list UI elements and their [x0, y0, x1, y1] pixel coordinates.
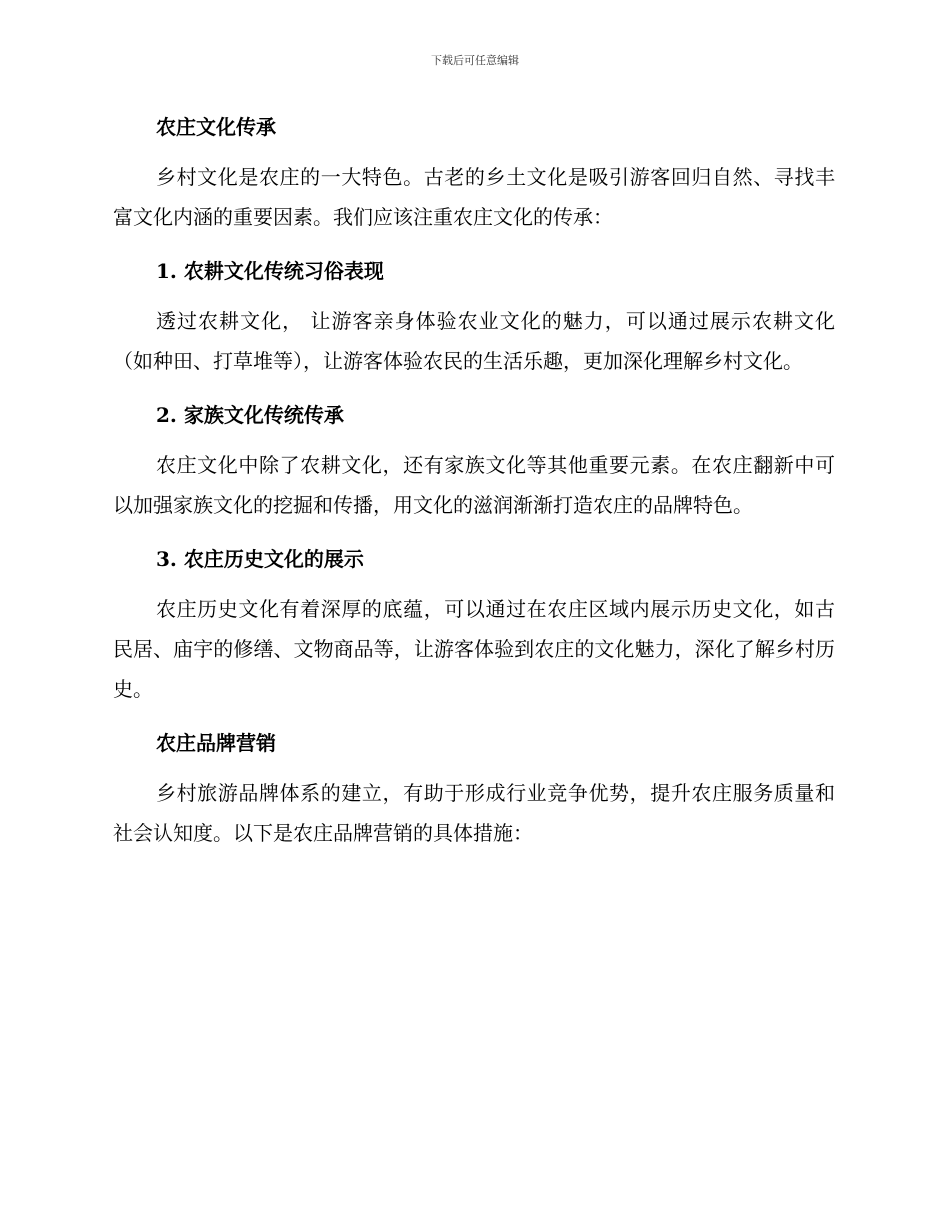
- page-header-note: 下载后可任意编辑: [431, 54, 519, 67]
- item-title-history: 3. 农庄历史文化的展示: [156, 547, 364, 571]
- item-title-farming: 1. 农耕文化传统习俗表现: [156, 259, 384, 283]
- paragraph-farming: 透过农耕文化， 让游客亲身体验农业文化的魅力，可以通过展示农耕文化（如种田、打草堆等），让游客体验农民的生活乐趣，更加深化理解乡村文化。: [113, 309, 835, 373]
- section-title-culture: 农庄文化传承: [156, 115, 276, 139]
- paragraph-family: 农庄文化中除了农耕文化，还有家族文化等其他重要元素。在农庄翻新中可以加强家族文化的挖掘和传播，用文化的滋润渐渐打造农庄的品牌特色。: [113, 453, 835, 517]
- document-body: [113, 112, 835, 853]
- paragraph-history: 农庄历史文化有着深厚的底蕴，可以通过在农庄区域内展示历史文化，如古民居、庙宇的修缮、文物商品等，让游客体验到农庄的文化魅力，深化了解乡村历史。: [113, 597, 835, 701]
- item-title-family: 2. 家族文化传统传承: [156, 403, 344, 427]
- paragraph-brand-intro: 乡村旅游品牌体系的建立，有助于形成行业竞争优势，提升农庄服务质量和社会认知度。以下是农庄品牌营销的具体措施：: [113, 781, 835, 845]
- paragraph-culture-intro: 乡村文化是农庄的一大特色。古老的乡土文化是吸引游客回归自然、寻找丰富文化内涵的重要因素。我们应该注重农庄文化的传承：: [113, 165, 835, 229]
- section-title-brand: 农庄品牌营销: [156, 731, 276, 755]
